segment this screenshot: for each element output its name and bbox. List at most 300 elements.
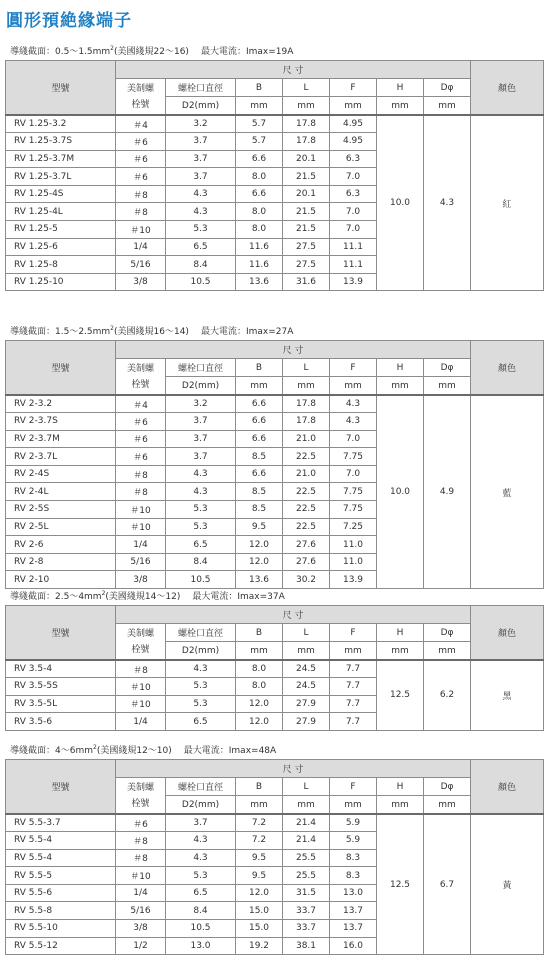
column-header-h: H — [377, 359, 424, 377]
column-header-size: 尺 寸 — [116, 341, 471, 359]
column-header-thread — [116, 624, 166, 661]
thread-cell: ＃6 — [116, 430, 166, 448]
f-cell: 5.9 — [330, 814, 377, 832]
model-cell: RV 1.25-4S — [6, 185, 116, 203]
l-cell: 22.5 — [283, 448, 330, 466]
l-cell: 21.5 — [283, 221, 330, 239]
column-header-b: B — [236, 624, 283, 642]
f-cell: 7.7 — [330, 713, 377, 731]
model-cell: RV 3.5-5S — [6, 678, 116, 696]
column-header-b: B — [236, 79, 283, 97]
model-cell: RV 5.5-5 — [6, 867, 116, 885]
spec-table — [5, 60, 544, 291]
thread-label-line2: 栓號 — [131, 644, 150, 655]
b-cell: 11.6 — [236, 238, 283, 256]
l-cell: 17.8 — [283, 133, 330, 151]
f-cell: 7.0 — [330, 168, 377, 186]
f-cell: 8.3 — [330, 849, 377, 867]
color-cell: 藍 — [471, 395, 544, 589]
model-cell: RV 1.25-8 — [6, 256, 116, 274]
max-current: 最大電流：Imax=48A — [183, 746, 277, 756]
wire-spec-line — [0, 318, 548, 340]
model-cell: RV 1.25-3.7M — [6, 150, 116, 168]
f-cell: 13.7 — [330, 902, 377, 920]
column-header-size: 尺 寸 — [116, 760, 471, 778]
thread-cell: ＃8 — [116, 849, 166, 867]
l-cell: 17.8 — [283, 413, 330, 431]
column-header-color: 顏色 — [471, 341, 544, 396]
b-cell: 12.0 — [236, 536, 283, 554]
d2-cell: 5.3 — [166, 501, 236, 519]
b-cell: 11.6 — [236, 256, 283, 274]
thread-cell: ＃10 — [116, 221, 166, 239]
column-header-size: 尺 寸 — [116, 61, 471, 79]
awg-range: (美國綫規16～14) — [114, 327, 189, 337]
color-cell: 黃 — [471, 814, 544, 955]
f-cell: 8.3 — [330, 867, 377, 885]
column-header-model: 型號 — [6, 606, 116, 661]
l-cell: 20.1 — [283, 150, 330, 168]
f-cell: 4.3 — [330, 395, 377, 413]
column-header-d2: 螺栓口直徑 — [166, 778, 236, 796]
column-unit-f: mm — [330, 642, 377, 661]
unit-superscript: 2 — [110, 325, 114, 332]
d2-cell: 8.4 — [166, 553, 236, 571]
model-cell: RV 1.25-10 — [6, 273, 116, 291]
d2-cell: 4.3 — [166, 185, 236, 203]
thread-cell: ＃6 — [116, 448, 166, 466]
wire-spec-line — [0, 737, 548, 759]
table-row — [6, 660, 544, 678]
model-cell: RV 2-3.2 — [6, 395, 116, 413]
b-cell: 6.6 — [236, 413, 283, 431]
l-cell: 21.4 — [283, 832, 330, 850]
d2-cell: 4.3 — [166, 832, 236, 850]
model-cell: RV 2-3.7S — [6, 413, 116, 431]
column-unit-d2: D2(mm) — [166, 97, 236, 116]
f-cell: 6.3 — [330, 150, 377, 168]
spec-section — [0, 38, 548, 291]
column-unit-f: mm — [330, 377, 377, 396]
l-cell: 21.0 — [283, 430, 330, 448]
d2-cell: 6.5 — [166, 884, 236, 902]
f-cell: 7.25 — [330, 518, 377, 536]
wire-cross-section: 導綫截面：1.5～2.5mm — [10, 327, 111, 337]
thread-cell: 5/16 — [116, 553, 166, 571]
b-cell: 12.0 — [236, 713, 283, 731]
f-cell: 7.0 — [330, 221, 377, 239]
column-unit-f: mm — [330, 97, 377, 116]
spec-table — [5, 759, 544, 955]
b-cell: 8.5 — [236, 501, 283, 519]
thread-cell: ＃6 — [116, 150, 166, 168]
f-cell: 7.0 — [330, 430, 377, 448]
column-header-h: H — [377, 79, 424, 97]
b-cell: 5.7 — [236, 133, 283, 151]
d2-cell: 4.3 — [166, 465, 236, 483]
column-unit-d2: D2(mm) — [166, 642, 236, 661]
b-cell: 8.5 — [236, 483, 283, 501]
model-cell: RV 5.5-3.7 — [6, 814, 116, 832]
column-header-f: F — [330, 79, 377, 97]
column-unit-b: mm — [236, 377, 283, 396]
column-unit-b: mm — [236, 642, 283, 661]
table-row — [6, 814, 544, 832]
column-unit-l: mm — [283, 796, 330, 815]
b-cell: 12.0 — [236, 695, 283, 713]
d-cell: 6.7 — [424, 814, 471, 955]
f-cell: 16.0 — [330, 937, 377, 955]
column-unit-f: mm — [330, 796, 377, 815]
thread-cell: 3/8 — [116, 571, 166, 589]
thread-cell: 1/4 — [116, 536, 166, 554]
l-cell: 27.9 — [283, 695, 330, 713]
f-cell: 7.7 — [330, 660, 377, 678]
model-cell: RV 1.25-5 — [6, 221, 116, 239]
column-header-d2: 螺栓口直徑 — [166, 79, 236, 97]
l-cell: 27.6 — [283, 553, 330, 571]
h-cell: 12.5 — [377, 660, 424, 730]
b-cell: 9.5 — [236, 867, 283, 885]
column-header-size: 尺 寸 — [116, 606, 471, 624]
model-cell: RV 5.5-6 — [6, 884, 116, 902]
column-unit-l: mm — [283, 642, 330, 661]
unit-superscript: 2 — [93, 744, 97, 751]
b-cell: 7.2 — [236, 832, 283, 850]
b-cell: 6.6 — [236, 185, 283, 203]
f-cell: 7.7 — [330, 695, 377, 713]
d2-cell: 10.5 — [166, 920, 236, 938]
d2-cell: 4.3 — [166, 483, 236, 501]
f-cell: 13.7 — [330, 920, 377, 938]
thread-cell: 3/8 — [116, 273, 166, 291]
spec-table — [5, 340, 544, 589]
column-header-color: 顏色 — [471, 760, 544, 815]
thread-label-line2: 栓號 — [131, 379, 150, 390]
d2-cell: 3.2 — [166, 115, 236, 133]
model-cell: RV 5.5-4 — [6, 832, 116, 850]
column-header-l: L — [283, 778, 330, 796]
column-unit-d2: D2(mm) — [166, 377, 236, 396]
d2-cell: 6.5 — [166, 238, 236, 256]
d2-cell: 5.3 — [166, 518, 236, 536]
f-cell: 4.95 — [330, 133, 377, 151]
thread-cell: 5/16 — [116, 256, 166, 274]
model-cell: RV 2-6 — [6, 536, 116, 554]
b-cell: 13.6 — [236, 571, 283, 589]
l-cell: 27.6 — [283, 536, 330, 554]
thread-cell: ＃8 — [116, 483, 166, 501]
d-cell: 6.2 — [424, 660, 471, 730]
h-cell: 12.5 — [377, 814, 424, 955]
d2-cell: 8.4 — [166, 256, 236, 274]
l-cell: 25.5 — [283, 849, 330, 867]
l-cell: 21.5 — [283, 203, 330, 221]
d2-cell: 3.7 — [166, 150, 236, 168]
b-cell: 8.5 — [236, 448, 283, 466]
b-cell: 12.0 — [236, 553, 283, 571]
f-cell: 7.7 — [330, 678, 377, 696]
color-cell: 黑 — [471, 660, 544, 730]
d2-cell: 3.7 — [166, 814, 236, 832]
d2-cell: 3.7 — [166, 430, 236, 448]
l-cell: 20.1 — [283, 185, 330, 203]
d2-cell: 3.2 — [166, 395, 236, 413]
d2-cell: 5.3 — [166, 695, 236, 713]
column-header-f: F — [330, 624, 377, 642]
header-row — [6, 760, 544, 778]
b-cell: 19.2 — [236, 937, 283, 955]
thread-cell: 1/4 — [116, 238, 166, 256]
column-unit-h: mm — [377, 642, 424, 661]
f-cell: 7.0 — [330, 465, 377, 483]
d-cell: 4.3 — [424, 115, 471, 291]
column-unit-h: mm — [377, 796, 424, 815]
l-cell: 22.5 — [283, 483, 330, 501]
model-cell: RV 3.5-4 — [6, 660, 116, 678]
l-cell: 27.5 — [283, 256, 330, 274]
thread-cell: ＃4 — [116, 395, 166, 413]
b-cell: 5.7 — [236, 115, 283, 133]
model-cell: RV 2-4S — [6, 465, 116, 483]
h-cell: 10.0 — [377, 395, 424, 589]
thread-label-line1: 美制螺 — [126, 83, 154, 94]
model-cell: RV 2-5S — [6, 501, 116, 519]
thread-label-line1: 美制螺 — [126, 628, 154, 639]
model-cell: RV 1.25-3.2 — [6, 115, 116, 133]
d2-cell: 13.0 — [166, 937, 236, 955]
awg-range: (美國綫規14～12) — [105, 592, 181, 602]
column-header-l: L — [283, 624, 330, 642]
thread-cell: ＃10 — [116, 695, 166, 713]
thread-cell: ＃10 — [116, 518, 166, 536]
thread-cell: 3/8 — [116, 920, 166, 938]
awg-range: (美國綫規12～10) — [96, 746, 172, 756]
l-cell: 22.5 — [283, 501, 330, 519]
f-cell: 7.75 — [330, 448, 377, 466]
column-header-thread — [116, 79, 166, 116]
thread-cell: 1/2 — [116, 937, 166, 955]
wire-cross-section: 導綫截面：0.5～1.5mm — [10, 47, 111, 57]
column-header-model: 型號 — [6, 341, 116, 396]
thread-label-line2: 栓號 — [131, 798, 150, 809]
model-cell: RV 1.25-6 — [6, 238, 116, 256]
thread-cell: ＃10 — [116, 678, 166, 696]
column-header-b: B — [236, 359, 283, 377]
thread-cell: ＃8 — [116, 465, 166, 483]
model-cell: RV 2-10 — [6, 571, 116, 589]
thread-cell: ＃4 — [116, 115, 166, 133]
column-header-b: B — [236, 778, 283, 796]
header-row — [6, 61, 544, 79]
b-cell: 8.0 — [236, 678, 283, 696]
spec-table — [5, 605, 544, 731]
column-header-d: Dφ — [424, 359, 471, 377]
column-unit-h: mm — [377, 377, 424, 396]
b-cell: 8.0 — [236, 168, 283, 186]
d2-cell: 3.7 — [166, 133, 236, 151]
column-unit-b: mm — [236, 97, 283, 116]
column-header-model: 型號 — [6, 61, 116, 116]
header-row — [6, 341, 544, 359]
model-cell: RV 2-4L — [6, 483, 116, 501]
d2-cell: 3.7 — [166, 448, 236, 466]
model-cell: RV 1.25-3.7L — [6, 168, 116, 186]
f-cell: 11.1 — [330, 238, 377, 256]
max-current: 最大電流：Imax=19A — [200, 47, 294, 57]
b-cell: 9.5 — [236, 849, 283, 867]
color-cell: 紅 — [471, 115, 544, 291]
l-cell: 30.2 — [283, 571, 330, 589]
model-cell: RV 1.25-4L — [6, 203, 116, 221]
f-cell: 4.3 — [330, 413, 377, 431]
f-cell: 13.9 — [330, 273, 377, 291]
column-unit-b: mm — [236, 796, 283, 815]
d2-cell: 3.7 — [166, 413, 236, 431]
b-cell: 12.0 — [236, 884, 283, 902]
wire-cross-section: 導綫截面：2.5～4mm — [10, 592, 102, 602]
b-cell: 6.6 — [236, 395, 283, 413]
column-header-d2: 螺栓口直徑 — [166, 359, 236, 377]
model-cell: RV 1.25-3.7S — [6, 133, 116, 151]
thread-cell: ＃6 — [116, 814, 166, 832]
b-cell: 8.0 — [236, 660, 283, 678]
column-header-d: Dφ — [424, 778, 471, 796]
column-header-model: 型號 — [6, 760, 116, 815]
f-cell: 11.0 — [330, 553, 377, 571]
column-header-f: F — [330, 778, 377, 796]
f-cell: 7.75 — [330, 483, 377, 501]
thread-cell: ＃8 — [116, 203, 166, 221]
f-cell: 4.95 — [330, 115, 377, 133]
l-cell: 33.7 — [283, 920, 330, 938]
l-cell: 17.8 — [283, 395, 330, 413]
h-cell: 10.0 — [377, 115, 424, 291]
model-cell: RV 2-3.7L — [6, 448, 116, 466]
d2-cell: 4.3 — [166, 203, 236, 221]
f-cell: 11.0 — [330, 536, 377, 554]
f-cell: 5.9 — [330, 832, 377, 850]
unit-superscript: 2 — [101, 590, 106, 597]
thread-cell: 1/4 — [116, 884, 166, 902]
l-cell: 27.9 — [283, 713, 330, 731]
column-unit-d: mm — [424, 97, 471, 116]
b-cell: 7.2 — [236, 814, 283, 832]
column-unit-l: mm — [283, 377, 330, 396]
d-cell: 4.9 — [424, 395, 471, 589]
f-cell: 7.0 — [330, 203, 377, 221]
column-header-color: 顏色 — [471, 606, 544, 661]
wire-cross-section: 導綫截面：4～6mm — [10, 746, 93, 756]
column-unit-l: mm — [283, 97, 330, 116]
l-cell: 21.0 — [283, 465, 330, 483]
l-cell: 21.5 — [283, 168, 330, 186]
d2-cell: 6.5 — [166, 713, 236, 731]
column-header-h: H — [377, 624, 424, 642]
d2-cell: 3.7 — [166, 168, 236, 186]
d2-cell: 5.3 — [166, 867, 236, 885]
unit-superscript: 2 — [110, 45, 114, 52]
b-cell: 8.0 — [236, 221, 283, 239]
column-header-d2: 螺栓口直徑 — [166, 624, 236, 642]
b-cell: 6.6 — [236, 150, 283, 168]
b-cell: 13.6 — [236, 273, 283, 291]
model-cell: RV 5.5-8 — [6, 902, 116, 920]
column-unit-d: mm — [424, 377, 471, 396]
l-cell: 22.5 — [283, 518, 330, 536]
thread-label-line1: 美制螺 — [126, 782, 154, 793]
l-cell: 25.5 — [283, 867, 330, 885]
thread-cell: ＃6 — [116, 133, 166, 151]
column-header-thread — [116, 359, 166, 396]
table-row — [6, 115, 544, 133]
table-row — [6, 395, 544, 413]
column-header-h: H — [377, 778, 424, 796]
thread-label-line1: 美制螺 — [126, 363, 154, 374]
d2-cell: 5.3 — [166, 678, 236, 696]
wire-spec-line — [0, 38, 548, 60]
b-cell: 6.6 — [236, 465, 283, 483]
thread-cell: ＃10 — [116, 867, 166, 885]
spec-section — [0, 737, 548, 955]
model-cell: RV 5.5-10 — [6, 920, 116, 938]
model-cell: RV 2-8 — [6, 553, 116, 571]
b-cell: 9.5 — [236, 518, 283, 536]
column-unit-h: mm — [377, 97, 424, 116]
model-cell: RV 5.5-12 — [6, 937, 116, 955]
f-cell: 11.1 — [330, 256, 377, 274]
f-cell: 13.0 — [330, 884, 377, 902]
l-cell: 24.5 — [283, 678, 330, 696]
l-cell: 38.1 — [283, 937, 330, 955]
column-header-l: L — [283, 79, 330, 97]
column-header-f: F — [330, 359, 377, 377]
f-cell: 7.75 — [330, 501, 377, 519]
d2-cell: 5.3 — [166, 221, 236, 239]
model-cell: RV 2-3.7M — [6, 430, 116, 448]
d2-cell: 6.5 — [166, 536, 236, 554]
d2-cell: 4.3 — [166, 660, 236, 678]
f-cell: 13.9 — [330, 571, 377, 589]
model-cell: RV 5.5-4 — [6, 849, 116, 867]
thread-cell: ＃6 — [116, 168, 166, 186]
awg-range: (美國綫規22～16) — [114, 47, 189, 57]
l-cell: 33.7 — [283, 902, 330, 920]
spec-section — [0, 318, 548, 589]
thread-cell: 1/4 — [116, 713, 166, 731]
column-unit-d2: D2(mm) — [166, 796, 236, 815]
column-header-color: 顏色 — [471, 61, 544, 116]
column-unit-d: mm — [424, 642, 471, 661]
b-cell: 6.6 — [236, 430, 283, 448]
thread-cell: ＃8 — [116, 660, 166, 678]
thread-cell: ＃8 — [116, 185, 166, 203]
b-cell: 8.0 — [236, 203, 283, 221]
d2-cell: 10.5 — [166, 571, 236, 589]
l-cell: 24.5 — [283, 660, 330, 678]
model-cell: RV 2-5L — [6, 518, 116, 536]
f-cell: 6.3 — [330, 185, 377, 203]
d2-cell: 4.3 — [166, 849, 236, 867]
d2-cell: 8.4 — [166, 902, 236, 920]
column-header-thread — [116, 778, 166, 815]
header-row — [6, 606, 544, 624]
l-cell: 17.8 — [283, 115, 330, 133]
thread-label-line2: 栓號 — [131, 99, 150, 110]
b-cell: 15.0 — [236, 902, 283, 920]
wire-spec-line — [0, 583, 548, 605]
d2-cell: 10.5 — [166, 273, 236, 291]
